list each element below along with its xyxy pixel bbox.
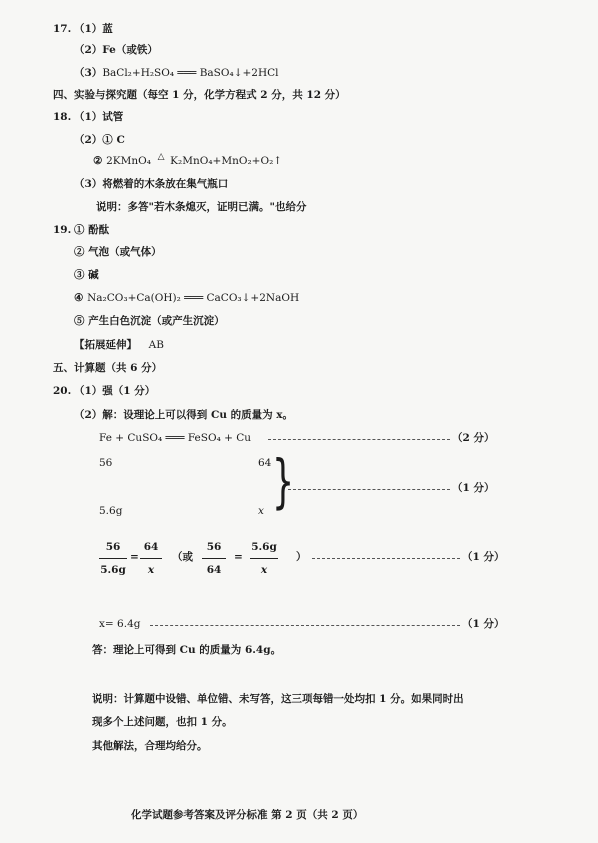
- mass-cu: 64: [258, 457, 272, 469]
- q20-equation: Fe + CuSO₄ ═══ FeSO₄ + Cu: [99, 432, 252, 444]
- result-score: （1 分）: [462, 618, 505, 630]
- q19-extension-label: 【拓展延伸】: [74, 339, 137, 351]
- fraction-3: [202, 540, 226, 577]
- fraction-1-numerator: 56: [105, 541, 121, 553]
- q18-note: 说明：多答"若木条熄灭，证明已满。"也给分: [96, 201, 307, 213]
- brace-score: （1 分）: [452, 482, 495, 494]
- q20-part2-setup: （2）解：设理论上可以得到 Cu 的质量为 x。: [74, 409, 294, 421]
- q18-equation-right: K₂MnO₄+MnO₂+O₂↑: [170, 155, 283, 167]
- fraction-1: [99, 540, 127, 577]
- q19-item4-label: ④: [74, 292, 84, 304]
- unknown-x: x: [258, 505, 264, 517]
- fraction-2-denominator: x: [140, 558, 162, 577]
- notes-line-1: 说明：计算题中设错、单位错、未写答，这三项每错一处均扣 1 分。如果同时出: [92, 693, 464, 705]
- page-footer: 化学试题参考答案及评分标准 第 2 页（共 2 页）: [131, 809, 364, 821]
- q18-part2b: [93, 154, 282, 169]
- brace-icon: }: [272, 447, 295, 515]
- fraction-4: [250, 540, 278, 577]
- fraction-2: [140, 540, 162, 577]
- q18-part3: （3）将燃着的木条放在集气瓶口: [74, 178, 229, 190]
- fraction-score: （1 分）: [462, 551, 505, 563]
- fraction-3-numerator: 56: [206, 541, 222, 553]
- leader-dots: [288, 489, 450, 490]
- q19-equation: Na₂CO₃+Ca(OH)₂ ═══ CaCO₃↓+2NaOH: [87, 292, 300, 304]
- result-value: x= 6.4g: [99, 618, 141, 630]
- q19-item4: [74, 291, 299, 305]
- notes-line-3: 其他解法，合理均给分。: [92, 740, 208, 752]
- fraction-1-denominator: 5.6g: [99, 558, 127, 577]
- q18-part1: （1）试管: [74, 111, 124, 123]
- q17-part2: （2）Fe（或铁）: [74, 44, 158, 56]
- equals-sign: =: [130, 551, 139, 563]
- q19-extension: [74, 338, 164, 352]
- section-4-heading: 四、实验与探究题（每空 1 分，化学方程式 2 分，共 12 分）: [53, 89, 346, 101]
- fraction-3-denominator: 64: [202, 558, 226, 577]
- q18-part2a: （2）① C: [74, 134, 125, 146]
- notes-line-2: 现多个上述问题，也扣 1 分。: [92, 716, 233, 728]
- q19-item5: ⑤ 产生白色沉淀（或产生沉淀）: [74, 315, 225, 327]
- heat-condition-icon: △: [157, 152, 164, 162]
- q17-part3: [74, 66, 279, 80]
- q17-part3-label: （3）: [74, 67, 103, 79]
- q19-number: 19.: [53, 224, 72, 236]
- close-paren: ）: [296, 551, 307, 563]
- q19-item2: ② 气泡（或气体）: [74, 246, 162, 258]
- leader-dots: [150, 625, 460, 626]
- q17-part1: （1）蓝: [74, 23, 113, 35]
- mass-fe: 56: [99, 457, 113, 469]
- q17-equation: BaCl₂+H₂SO₄ ═══ BaSO₄↓+2HCl: [102, 67, 279, 79]
- q18-number: 18.: [53, 111, 72, 123]
- fraction-2-numerator: 64: [143, 541, 159, 553]
- q20-number: 20.: [53, 385, 72, 397]
- q17-number: 17.: [53, 23, 72, 35]
- equals-sign: =: [234, 551, 243, 563]
- leader-dots: [312, 558, 460, 559]
- q18-equation-left: 2KMnO₄: [106, 155, 151, 167]
- q19-extension-value: AB: [148, 339, 164, 351]
- leader-dots: [268, 439, 450, 440]
- q20-part1: （1）强（1 分）: [74, 385, 156, 397]
- q20-equation-score: （2 分）: [452, 432, 495, 444]
- q19-item1: ① 酚酞: [74, 224, 110, 236]
- section-5-heading: 五、计算题（共 6 分）: [53, 362, 163, 374]
- fraction-4-denominator: x: [250, 558, 278, 577]
- q18-equation-arrow: [157, 154, 165, 169]
- q18-part2b-label: ②: [93, 155, 103, 167]
- q19-item3: ③ 碱: [74, 269, 99, 281]
- or-text: （或: [172, 551, 193, 563]
- given-fe-mass: 5.6g: [99, 505, 123, 517]
- final-answer: 答：理论上可得到 Cu 的质量为 6.4g。: [92, 644, 282, 656]
- fraction-4-numerator: 5.6g: [251, 541, 277, 553]
